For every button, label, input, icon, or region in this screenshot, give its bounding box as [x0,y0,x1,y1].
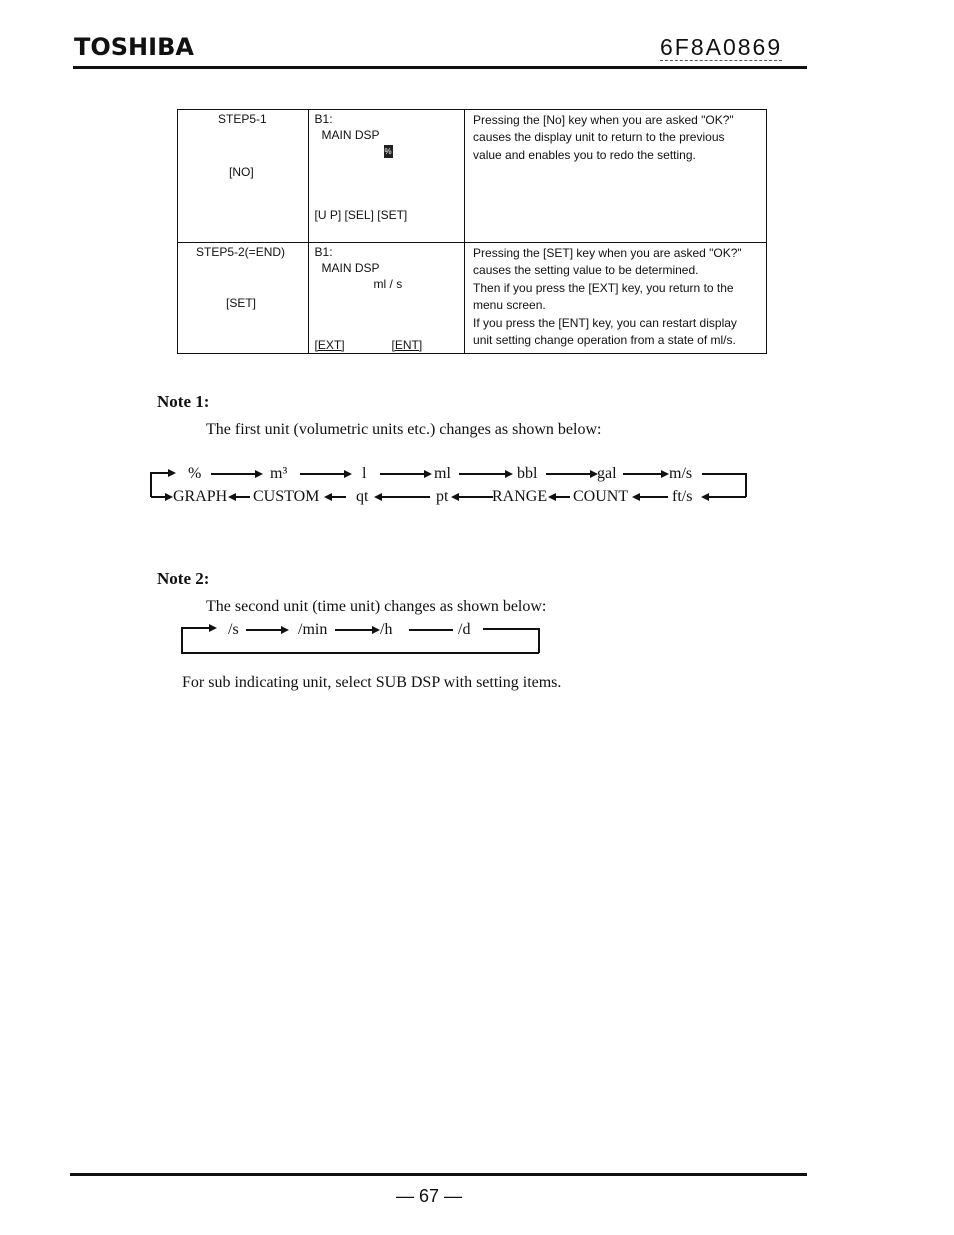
arrow-right-icon [160,472,174,474]
unit-per-s: /s [228,621,239,638]
arrow-left-icon [634,496,668,498]
arrow-left-icon [326,496,346,498]
note2-text: The second unit (time unit) changes as shown below: [206,598,547,615]
unit-count: COUNT [573,488,629,505]
arrow-left-icon [550,496,570,498]
arrow-right-icon [151,496,171,498]
loop-line [702,473,746,475]
loop-line [181,652,539,654]
display-unit: ml / s [373,277,403,291]
unit-ft-per-s: ft/s [672,488,693,505]
arrow-right-icon [623,473,667,475]
description-line: Pressing the [SET] key when you are asked "OK?" [473,246,742,260]
arrow-right-icon [459,473,511,475]
description [473,245,742,349]
ext-key: [EXT] [314,338,345,352]
description-line: causes the setting value to be determined. [473,263,699,278]
note1-title: Note 1: [157,392,210,411]
description-line: menu screen. [473,298,546,313]
unit-per-d: /d [458,621,471,638]
footer-rule [70,1173,807,1176]
description [473,112,734,164]
unit-percent: % [188,465,202,482]
document-code: 6F8A0869 [660,34,783,60]
loop-line [745,473,747,497]
key-label: [NO] [229,165,254,179]
steps-table [177,109,767,354]
unit-m-per-s: m/s [669,465,693,482]
arrow-right-icon [546,473,596,475]
display-line1: B1: [314,245,333,259]
arrow-right-icon [181,627,215,629]
unit-per-min: /min [298,621,328,638]
unit-gal: gal [597,465,617,482]
arrow-left-icon [230,496,250,498]
unit-m3: m³ [270,465,288,482]
description-line: Pressing the [No] key when you are asked "OK?" [473,113,734,127]
unit-graph: GRAPH [173,488,228,505]
unit-l: l [362,465,367,482]
note2-title: Note 2: [157,569,210,588]
arrow-right-icon [246,629,287,631]
connector-line [409,629,453,631]
ent-key: [ENT] [391,338,423,352]
unit-per-h: /h [380,621,393,638]
step-cell [178,243,309,354]
arrow-right-icon [380,473,430,475]
cursor-block: % [384,147,392,156]
step-label: STEP5-1 [218,112,267,126]
description-line: value and enables you to redo the setting. [473,147,696,162]
step-cell [178,110,309,243]
display-keys: [U P] [SEL] [SET] [314,208,408,222]
page-number: — 67 — [396,1186,463,1206]
description-cell [465,243,767,354]
arrow-left-icon [703,496,746,498]
arrow-left-icon [376,496,430,498]
note1-text: The first unit (volumetric units etc.) changes as shown below: [206,421,602,438]
arrow-right-icon [335,629,378,631]
description-line: unit setting change operation from a state of ml/s. [473,333,736,348]
header-rule [73,66,807,69]
description-line: Then if you press the [EXT] key, you return to the [473,280,734,295]
unit-ml: ml [434,465,451,482]
arrow-left-icon [453,496,493,498]
unit-pt: pt [436,488,449,505]
display-line2: MAIN DSP [321,128,380,142]
loop-line [181,627,183,653]
table-row [178,110,767,243]
arrow-right-icon [211,473,261,475]
loop-line [150,472,152,497]
connector-line [483,628,539,630]
unit-bbl: bbl [517,465,538,482]
description-cell [465,110,767,243]
sub-unit-text: For sub indicating unit, select SUB DSP with setting items. [182,674,562,691]
display-line2: MAIN DSP [321,261,380,275]
table-row [178,243,767,354]
unit-qt: qt [356,488,369,505]
unit-range: RANGE [492,488,548,505]
step-label: STEP5-2(=END) [196,245,286,259]
display-line1: B1: [314,112,333,126]
description-line: causes the display unit to return to the previous [473,130,725,145]
display-cell [308,110,464,243]
arrow-right-icon [300,473,350,475]
unit-custom: CUSTOM [253,488,320,505]
display-cell [308,243,464,354]
description-line: If you press the [ENT] key, you can restart display [473,315,737,330]
key-label: [SET] [226,296,257,310]
brand-logo: TOSHIBA [74,33,194,61]
loop-line [538,628,540,653]
